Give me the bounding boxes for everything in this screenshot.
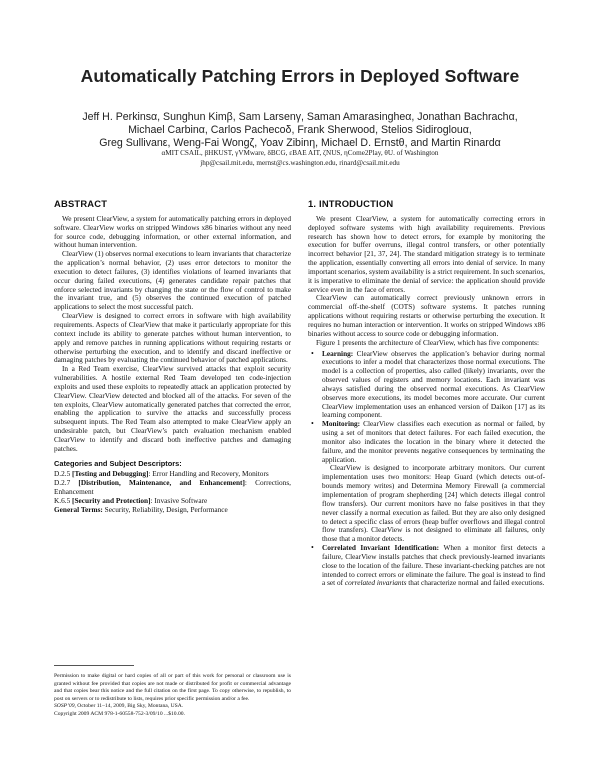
general-terms-label: General Terms: [54, 504, 103, 514]
venue-name: SOSP’09, [54, 703, 76, 710]
general-terms-text: Security, Reliability, Design, Performance [102, 504, 228, 514]
intro-paragraph-3: Figure 1 presents the architecture of ClearView, which has five components: [316, 337, 539, 347]
category-code: K.6.5 [54, 496, 73, 505]
left-column [54, 200, 291, 515]
permission-notice [54, 673, 291, 719]
category-code: D.2.7 [54, 478, 79, 488]
category-title: [Testing and Debugging] [72, 469, 149, 479]
bullet-text: ClearView observes the application’s behavior during normal executions to infer a model that characterizes those normal executions. The model is a collection of properties, also called (likely) invariants, over the observed values of registers and memory locations. Each invariant was always satisfied during the observed normal executions. As ClearView observes more executions, its model becomes more accurate. Our current ClearView implementation uses an enhanced version of Daikon [17] as its learning component. [322, 348, 545, 420]
authors-line-1: Jeff H. Perkinsα, Sunghun Kimβ, Sam Larsenγ, Saman Amarasingheα, Jonathan Bachrachα, [82, 111, 518, 123]
category-rest: : Corrections, Enhancement [54, 478, 291, 497]
bullet-label: Monitoring: [322, 419, 361, 429]
bullet-tail: that characterize normal and failed executions. [406, 578, 545, 588]
category-title: [Security and Protection] [72, 496, 151, 505]
copyright-line: Copyright 2009 ACM 978-1-60558-752-3/09/10 ...$10.00. [54, 710, 185, 717]
intro-paragraph-2: ClearView can automatically correct previously unknown errors in commercial off-the-shelf (COTS) software systems. It patches running applications without requiring restarts or otherwise perturbing the execution. It requires no human interaction or intervention. It works on stripped Windows x86 binaries without access to source code or debugging information. [308, 293, 545, 338]
author-list [40, 111, 560, 151]
bullet-text: When a monitor first detects a failure, ClearView installs patches that check previously-learned invariants close to the location of the failure. These invariant-checking patches are not intended to correct errors or eliminate the failure. The goal is instead to find a set of [322, 543, 545, 588]
paper-title: Automatically Patching Errors in Deployed Software [80, 66, 520, 86]
list-item-correlated-invariant [308, 544, 545, 588]
abstract-heading: ABSTRACT [54, 198, 108, 209]
introduction-heading: 1. INTRODUCTION [308, 198, 394, 209]
bullet-icon: • [311, 419, 314, 429]
category-title: [Distribution, Maintenance, and Enhancement] [78, 478, 245, 488]
authors-line-3: Greg Sullivanε, Weng-Fai Wongζ, Yoav Zibinη, Michael D. Ernstθ, and Martin Rinardα [99, 137, 501, 150]
category-rest: : Invasive Software [150, 496, 208, 505]
list-item-learning [308, 350, 545, 421]
list-item-monitoring [308, 420, 545, 544]
category-d27 [54, 479, 291, 497]
bullet-text: ClearView classifies each execution as normal or failed, by using a set of monitors that detect failures. For each failed execution, the monitor also indicates the location in the binary where it detected the failure, and the monitor prevents negative consequences by terminating the application. [322, 419, 545, 464]
right-column [308, 200, 545, 588]
venue-details: October 11–14, 2009, Big Sky, Montana, USA. [75, 703, 184, 710]
intro-paragraph-1: We present ClearView, a system for automatically correcting errors in deployed software systems with high availability requirements. Previous research has shown how to detect errors, for example by monitoring the execution for buffer overruns, illegal control transfers, or other potentially incorrect behavior [21, 37, 24]. The standard mitigation strategy is to terminate the application, essentially converting all errors into denial of service. In many important scenarios, system availability is a strict requirement. In such scenarios, it is imperative to eliminate the denial of service: the application should provide service even in the face of errors. [308, 213, 545, 294]
abstract-paragraph-3: ClearView is designed to correct errors in software with high availability requirements. Aspects of ClearView that make it particularly appropriate for this context include its ability to generate patches without human intervention, to apply and remove patches in running applications without requiring restarts or otherwise perturbing the execution, and to identify and discard ineffective or damaging patches by evaluating the continued behavior of patched applications. [54, 311, 291, 365]
component-list [308, 350, 545, 589]
bullet-label: Correlated Invariant Identification: [322, 543, 440, 553]
bullet-icon: • [311, 543, 314, 553]
footnote-rule [54, 665, 134, 666]
abstract-paragraph-1: We present ClearView, a system for automatically patching errors in deployed software. ClearView works on stripped Windows x86 binaries without any need for source code, debugging information, or other external information, and without human intervention. [54, 213, 291, 250]
category-code: D.2.5 [54, 469, 73, 479]
permission-text: Permission to make digital or hard copies of all or part of this work for personal or classroom use is granted without fee provided that copies are not made or distributed for profit or commercial advantage and that copies bear this notice and the full citation on the first page. To copy otherwise, to republish, to post on servers or to redistribute to lists, requires prior specific permission and/or a fee. [54, 673, 291, 702]
venue-line [54, 703, 291, 711]
bullet-emphasis: correlated invariants [344, 578, 407, 588]
general-terms [54, 506, 291, 515]
abstract-paragraph-2: ClearView (1) observes normal executions to learn invariants that characterize the application’s normal behavior, (2) uses error detectors to monitor the execution to detect failures, (3) identifies violations of learned invariants that occur during failed executions, (4) generates candidate repair patches that enforce selected invariants by changing the state or the flow of control to make the invariant true, and (5) observes the continued execution of patched applications to select the most successful patch. [54, 249, 291, 312]
affiliations: αMIT CSAIL, βHKUST, γVMware, δBCG, εBAE AIT, ζNUS, ηCome2Play, θU. of Washington [161, 149, 439, 157]
bullet-icon: • [311, 348, 314, 358]
abstract-paragraph-4: In a Red Team exercise, ClearView survived attacks that exploit security vulnerabilities. A hostile external Red Team developed ten code-injection exploits and used these exploits to repeatedly attack an application protected by ClearView. ClearView detected and blocked all of the attacks. For seven of the ten exploits, ClearView automatically generated patches that corrected the error, enabling the application to survive the attacks and successfully process subsequent inputs. The Red Team also attempted to make ClearView apply an undesirable patch, but ClearView’s patch evaluation mechanism enabled ClearView to identify and discard both ineffective patches and damaging patches. [54, 364, 291, 453]
categories-heading: Categories and Subject Descriptors: [54, 458, 182, 468]
bullet-continuation: ClearView is designed to incorporate arbitrary monitors. Our current implementation uses two monitors: Heap Guard (which detects out-of-bounds memory writes) and Determina Memory Firewall (a commercial implementation of program shepherding [24] which detects illegal control flow transfers). Our current monitors have no false positives in that they never classify a normal execution as failed. But they are also only designed to detect a specific class of errors (heap buffer overflows and illegal control flow transfers). ClearView is not designed to eliminate all failures, only those that a monitor detects. [322, 463, 545, 544]
emails: jhp@csail.mit.edu, mernst@cs.washington.edu, rinard@csail.mit.edu [200, 158, 400, 167]
category-rest: : Error Handling and Recovery, Monitors [148, 469, 269, 479]
authors-line-2: Michael Carbinα, Carlos Pachecoδ, Frank Sherwood, Stelios Sidiroglouα, [128, 124, 472, 137]
affiliations-block [40, 149, 560, 168]
bullet-label: Learning: [322, 348, 354, 358]
